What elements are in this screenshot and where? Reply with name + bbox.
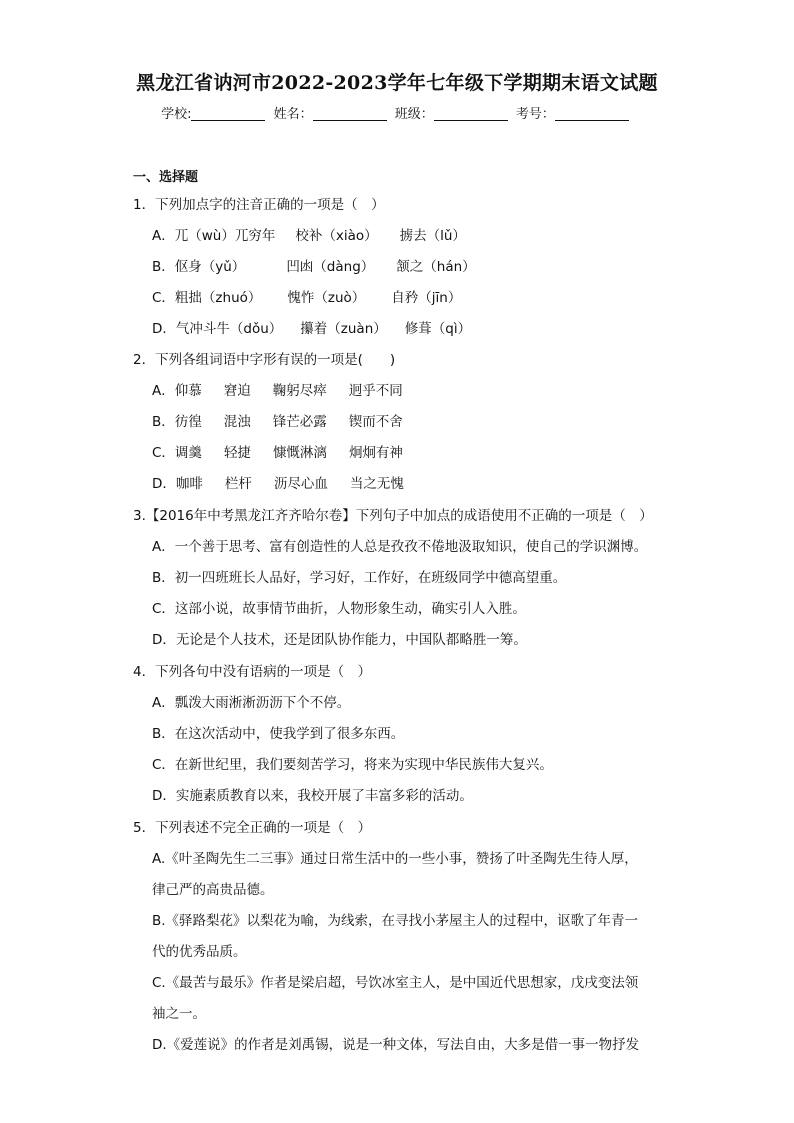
q1-b-3: 颔之（hán） bbox=[396, 259, 476, 275]
q5-option-d-line1: D.《爱莲说》的作者是刘禹锡，说是一种文体，写法自由，大多是借一事一物抒发 bbox=[152, 1037, 640, 1053]
q3-option-a: A．一个善于思考、富有创造性的人总是孜孜不倦地汲取知识，使自己的学识渊博。 bbox=[152, 539, 648, 555]
q2-d-2: 栏杆 bbox=[224, 476, 252, 492]
q1-d-1: D．气冲斗牛（dǒu） bbox=[152, 321, 283, 337]
q2-option-c bbox=[152, 441, 403, 461]
q2-c-2: 轻捷 bbox=[223, 445, 251, 461]
q2-b-2: 混浊 bbox=[223, 414, 251, 430]
q1-a-3: 掳去（lǔ） bbox=[399, 228, 466, 244]
q1-d-3: 修葺（qì） bbox=[404, 321, 472, 337]
q3-option-c: C．这部小说，故事情节曲折，人物形象生动，确实引人入胜。 bbox=[152, 601, 526, 617]
q1-c-3: 自矜（jīn） bbox=[391, 290, 462, 306]
name-blank[interactable] bbox=[313, 106, 387, 121]
q1-d-2: 攥着（zuàn） bbox=[300, 321, 387, 337]
q1-c-1: C．粗拙（zhuó） bbox=[152, 290, 262, 306]
class-blank[interactable] bbox=[434, 106, 508, 121]
q5-option-b-line1: B.《驿路梨花》以梨花为喻，为线索，在寻找小茅屋主人的过程中，讴歌了年青一 bbox=[152, 913, 639, 929]
q2-d-3: 沥尽心血 bbox=[273, 476, 328, 492]
q3-option-b: B．初一四班班长人品好，学习好，工作好，在班级同学中德高望重。 bbox=[152, 570, 567, 586]
q5-option-a-line2: 律己严的高贵品德。 bbox=[152, 882, 274, 898]
question-2-stem: 2．下列各组词语中字形有误的一项是( ) bbox=[133, 352, 396, 368]
q1-option-a bbox=[152, 224, 466, 244]
q2-d-1: D．咖啡 bbox=[152, 476, 203, 492]
number-label: 考号： bbox=[515, 107, 555, 122]
q2-option-a bbox=[152, 379, 403, 399]
page-title: 黑龙江省讷河市2022-2023学年七年级下学期期末语文试题 bbox=[136, 72, 658, 94]
number-blank[interactable] bbox=[555, 106, 629, 121]
q4-option-a: A．瓢泼大雨淅淅沥沥下个不停。 bbox=[152, 695, 351, 711]
school-label: 学校: bbox=[161, 107, 192, 122]
question-1-stem: 1．下列加点字的注音正确的一项是（ ） bbox=[133, 197, 385, 213]
q1-option-b bbox=[152, 255, 476, 275]
q2-b-1: B．彷徨 bbox=[152, 414, 202, 430]
q2-c-4: 炯炯有神 bbox=[348, 445, 403, 461]
q5-option-c-line2: 袖之一。 bbox=[152, 1006, 206, 1022]
q1-a-1: A．兀（wù）兀穷年 bbox=[152, 228, 276, 244]
q1-a-2: 校补（xiào） bbox=[295, 228, 378, 244]
q2-b-4: 锲而不舍 bbox=[348, 414, 403, 430]
q4-option-b: B．在这次活动中，使我学到了很多东西。 bbox=[152, 726, 405, 742]
q2-b-3: 锋芒必露 bbox=[272, 414, 327, 430]
student-info-row bbox=[0, 103, 794, 122]
q2-a-2: 窘迫 bbox=[223, 383, 251, 399]
q1-option-c bbox=[152, 286, 461, 306]
q5-option-a-line1: A.《叶圣陶先生二三事》通过日常生活中的一些小事，赞扬了叶圣陶先生待人厚， bbox=[152, 851, 638, 867]
question-3-stem: 3.【2016年中考黑龙江齐齐哈尔卷】下列句子中加点的成语使用不正确的一项是（ ） bbox=[133, 508, 653, 524]
q5-option-c-line1: C.《最苦与最乐》作者是梁启超，号饮冰室主人，是中国近代思想家，戊戌变法领 bbox=[152, 975, 639, 991]
q2-a-3: 鞠躬尽瘁 bbox=[272, 383, 327, 399]
school-blank[interactable] bbox=[191, 106, 265, 121]
question-4-stem: 4．下列各句中没有语病的一项是（ ） bbox=[133, 664, 372, 680]
name-label: 姓名： bbox=[273, 107, 313, 122]
question-5-stem: 5．下列表述不完全正确的一项是（ ） bbox=[133, 820, 372, 836]
q1-c-2: 愧怍（zuò） bbox=[287, 290, 366, 306]
q2-c-3: 慷慨淋漓 bbox=[272, 445, 327, 461]
q1-b-1: B．伛身（yǔ） bbox=[152, 259, 246, 275]
q1-b-2: 凹凼（dàng） bbox=[286, 259, 375, 275]
q2-option-d bbox=[152, 472, 404, 492]
class-label: 班级： bbox=[394, 107, 434, 122]
q2-d-4: 当之无愧 bbox=[349, 476, 404, 492]
q2-a-4: 迥乎不同 bbox=[348, 383, 403, 399]
q3-option-d: D．无论是个人技术，还是团队协作能力，中国队都略胜一筹。 bbox=[152, 632, 527, 648]
q2-a-1: A．仰慕 bbox=[152, 383, 202, 399]
q1-option-d bbox=[152, 317, 471, 337]
q2-c-1: C．调羹 bbox=[152, 445, 202, 461]
q2-option-b bbox=[152, 410, 403, 430]
q4-option-c: C．在新世纪里，我们要刻苦学习，将来为实现中华民族伟大复兴。 bbox=[152, 757, 553, 773]
q5-option-b-line2: 代的优秀品质。 bbox=[152, 944, 247, 960]
section-heading: 一、选择题 bbox=[133, 170, 199, 185]
q4-option-d: D．实施素质教育以来，我校开展了丰富多彩的活动。 bbox=[152, 788, 473, 804]
